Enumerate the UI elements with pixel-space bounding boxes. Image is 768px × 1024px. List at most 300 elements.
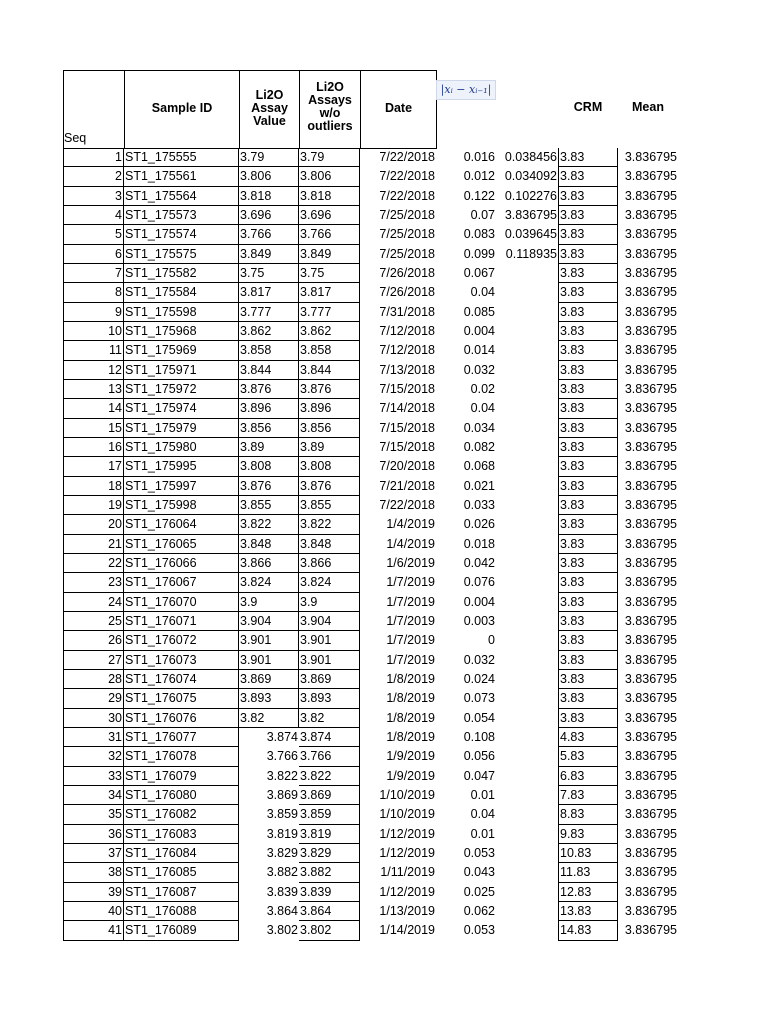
abs-diff-cell[interactable]: 0.062 [463,903,495,918]
mean-cell[interactable]: 3.836795 [624,497,677,512]
seq-cell[interactable]: 18 [63,477,124,496]
sample-id-cell[interactable]: ST1_176074 [124,670,239,689]
crm-cell[interactable]: 3.83 [558,303,618,322]
crm-cell[interactable]: 3.83 [558,322,618,341]
assay-wo-outliers-cell[interactable]: 3.806 [299,167,360,186]
moving-range-cell[interactable]: 0.039645 [504,227,557,242]
mean-cell[interactable]: 3.836795 [624,150,677,164]
date-cell[interactable]: 7/26/2018 [379,285,435,300]
crm-cell[interactable]: 4.83 [558,728,618,747]
assay-value-cell[interactable]: 3.822 [266,768,298,783]
moving-range-cell[interactable] [496,631,558,650]
crm-cell[interactable]: 3.83 [558,593,618,612]
mean-cell[interactable]: 3.836795 [624,246,677,261]
abs-diff-cell[interactable]: 0.018 [463,536,495,551]
assay-wo-outliers-cell[interactable]: 3.824 [299,573,360,592]
seq-cell[interactable]: 25 [63,612,124,631]
mean-cell[interactable]: 3.836795 [624,169,677,184]
seq-cell[interactable]: 8 [63,283,124,302]
assay-value-cell[interactable]: 3.876 [239,380,299,399]
crm-cell[interactable]: 8.83 [558,805,618,824]
moving-range-cell[interactable] [496,883,558,902]
assay-wo-outliers-cell[interactable]: 3.802 [299,921,360,940]
assay-wo-outliers-cell[interactable]: 3.844 [299,361,360,380]
abs-diff-cell[interactable]: 0.056 [463,749,495,764]
abs-diff-cell[interactable]: 0.01 [470,787,495,802]
mean-cell[interactable]: 3.836795 [624,923,677,938]
assay-wo-outliers-cell[interactable]: 3.901 [299,631,360,650]
mean-cell[interactable]: 3.836795 [624,401,677,416]
assay-value-cell[interactable]: 3.876 [239,477,299,496]
date-cell[interactable]: 7/14/2018 [379,401,435,416]
moving-range-cell[interactable] [496,399,558,418]
seq-cell[interactable]: 6 [63,245,124,264]
date-cell[interactable]: 1/8/2019 [386,710,435,725]
abs-diff-cell[interactable]: 0.004 [463,594,495,609]
date-cell[interactable]: 1/12/2019 [379,884,435,899]
sample-id-cell[interactable]: ST1_176087 [124,883,239,902]
date-cell[interactable]: 7/15/2018 [379,420,435,435]
moving-range-cell[interactable] [496,767,558,786]
date-cell[interactable]: 1/7/2019 [386,652,435,667]
crm-cell[interactable]: 3.83 [558,225,618,244]
seq-cell[interactable]: 20 [63,515,124,534]
sample-id-cell[interactable]: ST1_176078 [124,747,239,766]
date-cell[interactable]: 1/11/2019 [380,865,435,880]
assay-wo-outliers-cell[interactable]: 3.818 [299,187,360,206]
abs-diff-cell[interactable]: 0.025 [463,884,495,899]
sample-id-cell[interactable]: ST1_176083 [124,825,239,844]
mean-cell[interactable]: 3.836795 [624,227,677,242]
seq-cell[interactable]: 11 [63,341,124,360]
sample-id-cell[interactable]: ST1_175564 [124,187,239,206]
sample-id-cell[interactable]: ST1_176088 [124,902,239,921]
seq-cell[interactable]: 15 [63,419,124,438]
mean-cell[interactable]: 3.836795 [624,633,677,648]
date-cell[interactable]: 1/8/2019 [386,671,435,686]
sample-id-cell[interactable]: ST1_175582 [124,264,239,283]
abs-diff-cell[interactable]: 0.003 [463,613,495,628]
date-cell[interactable]: 1/8/2019 [386,729,435,744]
mean-cell[interactable]: 3.836795 [624,845,677,860]
crm-cell[interactable]: 3.83 [558,399,618,418]
mean-cell[interactable]: 3.836795 [624,381,677,396]
assay-wo-outliers-cell[interactable]: 3.876 [299,380,360,399]
mean-cell[interactable]: 3.836795 [624,826,677,841]
seq-cell[interactable]: 26 [63,631,124,650]
abs-diff-cell[interactable]: 0.012 [463,169,495,184]
moving-range-cell[interactable] [496,651,558,670]
assay-value-cell[interactable]: 3.806 [239,167,299,186]
mean-cell[interactable]: 3.836795 [624,304,677,319]
abs-diff-cell[interactable]: 0.073 [463,691,495,706]
moving-range-cell[interactable]: 0.118935 [505,246,557,261]
moving-range-cell[interactable]: 0.038456 [504,150,557,164]
assay-value-cell[interactable]: 3.802 [266,923,298,938]
assay-wo-outliers-cell[interactable]: 3.839 [299,883,360,902]
sample-id-cell[interactable]: ST1_176066 [124,554,239,573]
crm-cell[interactable]: 3.83 [558,167,618,186]
sample-id-cell[interactable]: ST1_176065 [124,535,239,554]
mean-cell[interactable]: 3.836795 [624,555,677,570]
date-cell[interactable]: 1/7/2019 [386,575,435,590]
crm-cell[interactable]: 3.83 [558,361,618,380]
mean-cell[interactable]: 3.836795 [624,729,677,744]
mean-cell[interactable]: 3.836795 [624,517,677,532]
sample-id-cell[interactable]: ST1_175998 [124,496,239,515]
seq-cell[interactable]: 41 [63,921,124,940]
assay-wo-outliers-cell[interactable]: 3.766 [299,225,360,244]
abs-diff-cell[interactable]: 0.04 [470,285,495,300]
abs-diff-cell[interactable]: 0.01 [470,826,495,841]
moving-range-cell[interactable] [496,786,558,805]
crm-cell[interactable]: 10.83 [558,844,618,863]
assay-wo-outliers-cell[interactable]: 3.848 [299,535,360,554]
moving-range-cell[interactable] [496,747,558,766]
assay-value-cell[interactable]: 3.818 [239,187,299,206]
assay-wo-outliers-cell[interactable]: 3.89 [299,438,360,457]
seq-cell[interactable]: 21 [63,535,124,554]
abs-diff-cell[interactable]: 0.021 [463,478,495,493]
assay-wo-outliers-cell[interactable]: 3.856 [299,419,360,438]
seq-cell[interactable]: 35 [63,805,124,824]
assay-wo-outliers-cell[interactable]: 3.79 [299,148,360,167]
moving-range-cell[interactable] [496,515,558,534]
date-cell[interactable]: 1/6/2019 [386,555,435,570]
moving-range-cell[interactable] [496,825,558,844]
mean-cell[interactable]: 3.836795 [624,478,677,493]
assay-wo-outliers-cell[interactable]: 3.882 [299,863,360,882]
date-cell[interactable]: 7/12/2018 [379,343,435,358]
mean-cell[interactable]: 3.836795 [624,768,677,783]
moving-range-cell[interactable] [496,573,558,592]
crm-cell[interactable]: 3.83 [558,380,618,399]
assay-value-cell[interactable]: 3.844 [239,361,299,380]
seq-cell[interactable]: 24 [63,593,124,612]
assay-value-cell[interactable]: 3.817 [239,283,299,302]
assay-value-cell[interactable]: 3.777 [239,303,299,322]
abs-diff-cell[interactable]: 0.032 [463,362,495,377]
crm-cell[interactable]: 3.83 [558,631,618,650]
abs-diff-cell[interactable]: 0.02 [470,381,495,396]
date-cell[interactable]: 7/25/2018 [379,207,435,222]
mean-cell[interactable]: 3.836795 [624,807,677,822]
date-cell[interactable]: 1/14/2019 [379,923,435,938]
mean-cell[interactable]: 3.836795 [624,903,677,918]
moving-range-cell[interactable] [496,593,558,612]
crm-cell[interactable]: 13.83 [558,902,618,921]
seq-cell[interactable]: 31 [63,728,124,747]
crm-cell[interactable]: 3.83 [558,689,618,708]
moving-range-cell[interactable] [496,419,558,438]
date-cell[interactable]: 7/13/2018 [379,362,435,377]
assay-wo-outliers-cell[interactable]: 3.822 [299,767,360,786]
mean-cell[interactable]: 3.836795 [624,207,677,222]
assay-value-cell[interactable]: 3.89 [239,438,299,457]
crm-cell[interactable]: 3.83 [558,206,618,225]
crm-cell[interactable]: 3.83 [558,283,618,302]
moving-range-cell[interactable] [496,457,558,476]
abs-diff-cell[interactable]: 0.026 [463,517,495,532]
seq-cell[interactable]: 40 [63,902,124,921]
abs-diff-cell[interactable]: 0.014 [463,343,495,358]
assay-value-cell[interactable]: 3.904 [239,612,299,631]
seq-cell[interactable]: 3 [63,187,124,206]
seq-cell[interactable]: 10 [63,322,124,341]
moving-range-cell[interactable] [496,863,558,882]
crm-cell[interactable]: 3.83 [558,515,618,534]
assay-wo-outliers-cell[interactable]: 3.855 [299,496,360,515]
date-cell[interactable]: 7/31/2018 [379,304,435,319]
sample-id-cell[interactable]: ST1_176076 [124,709,239,728]
crm-cell[interactable]: 3.83 [558,670,618,689]
date-cell[interactable]: 7/25/2018 [379,246,435,261]
assay-wo-outliers-cell[interactable]: 3.869 [299,670,360,689]
moving-range-cell[interactable]: 3.836795 [504,207,557,222]
assay-wo-outliers-cell[interactable]: 3.808 [299,457,360,476]
crm-cell[interactable]: 3.83 [558,245,618,264]
date-cell[interactable]: 7/12/2018 [379,323,435,338]
assay-wo-outliers-cell[interactable]: 3.766 [299,747,360,766]
crm-cell[interactable]: 3.83 [558,148,618,167]
assay-value-cell[interactable]: 3.766 [239,225,299,244]
crm-cell[interactable]: 3.83 [558,709,618,728]
moving-range-cell[interactable] [496,322,558,341]
abs-diff-cell[interactable]: 0.04 [470,807,495,822]
date-cell[interactable]: 7/21/2018 [379,478,435,493]
abs-diff-cell[interactable]: 0.033 [463,497,495,512]
assay-value-cell[interactable]: 3.866 [239,554,299,573]
sample-id-cell[interactable]: ST1_175995 [124,457,239,476]
seq-cell[interactable]: 2 [63,167,124,186]
mean-cell[interactable]: 3.836795 [624,787,677,802]
crm-cell[interactable]: 3.83 [558,535,618,554]
abs-diff-cell[interactable]: 0.122 [463,188,495,203]
abs-diff-cell[interactable]: 0.085 [463,304,495,319]
abs-diff-cell[interactable]: 0.047 [463,768,495,783]
mean-cell[interactable]: 3.836795 [624,439,677,454]
sample-id-cell[interactable]: ST1_176070 [124,593,239,612]
seq-cell[interactable]: 14 [63,399,124,418]
abs-diff-cell[interactable]: 0.054 [463,710,495,725]
abs-diff-cell[interactable]: 0.043 [463,865,495,880]
abs-diff-cell[interactable]: 0.04 [470,401,495,416]
mean-cell[interactable]: 3.836795 [624,536,677,551]
crm-cell[interactable]: 3.83 [558,573,618,592]
date-cell[interactable]: 1/4/2019 [386,536,435,551]
moving-range-cell[interactable] [496,902,558,921]
date-cell[interactable]: 1/8/2019 [386,691,435,706]
seq-cell[interactable]: 34 [63,786,124,805]
seq-cell[interactable]: 36 [63,825,124,844]
date-cell[interactable]: 7/22/2018 [379,150,435,164]
assay-value-cell[interactable]: 3.696 [239,206,299,225]
mean-cell[interactable]: 3.836795 [624,613,677,628]
sample-id-cell[interactable]: ST1_175974 [124,399,239,418]
seq-cell[interactable]: 39 [63,883,124,902]
assay-wo-outliers-cell[interactable]: 3.696 [299,206,360,225]
abs-diff-cell[interactable]: 0.108 [463,729,495,744]
assay-wo-outliers-cell[interactable]: 3.75 [299,264,360,283]
mean-cell[interactable]: 3.836795 [624,575,677,590]
date-cell[interactable]: 1/9/2019 [386,749,435,764]
assay-value-cell[interactable]: 3.858 [239,341,299,360]
assay-wo-outliers-cell[interactable]: 3.859 [299,805,360,824]
sample-id-cell[interactable]: ST1_176064 [124,515,239,534]
abs-diff-cell[interactable]: 0.024 [463,671,495,686]
assay-value-cell[interactable]: 3.79 [239,148,299,167]
date-cell[interactable]: 7/22/2018 [379,169,435,184]
crm-cell[interactable]: 3.83 [558,477,618,496]
sample-id-cell[interactable]: ST1_176089 [124,921,239,940]
assay-wo-outliers-cell[interactable]: 3.893 [299,689,360,708]
assay-wo-outliers-cell[interactable]: 3.866 [299,554,360,573]
date-cell[interactable]: 1/7/2019 [386,613,435,628]
moving-range-cell[interactable] [496,477,558,496]
assay-value-cell[interactable]: 3.839 [266,884,298,899]
moving-range-cell[interactable] [496,380,558,399]
assay-value-cell[interactable]: 3.856 [239,419,299,438]
assay-value-cell[interactable]: 3.848 [239,535,299,554]
assay-value-cell[interactable]: 3.766 [266,749,298,764]
crm-cell[interactable]: 5.83 [558,747,618,766]
date-cell[interactable]: 1/10/2019 [379,807,435,822]
moving-range-cell[interactable] [496,670,558,689]
sample-id-cell[interactable]: ST1_175968 [124,322,239,341]
seq-cell[interactable]: 7 [63,264,124,283]
crm-cell[interactable]: 3.83 [558,341,618,360]
assay-wo-outliers-cell[interactable]: 3.896 [299,399,360,418]
seq-cell[interactable]: 22 [63,554,124,573]
sample-id-cell[interactable]: ST1_175598 [124,303,239,322]
crm-cell[interactable]: 3.83 [558,496,618,515]
crm-cell[interactable]: 7.83 [558,786,618,805]
assay-wo-outliers-cell[interactable]: 3.862 [299,322,360,341]
sample-id-cell[interactable]: ST1_175573 [124,206,239,225]
seq-cell[interactable]: 28 [63,670,124,689]
assay-wo-outliers-cell[interactable]: 3.858 [299,341,360,360]
sample-id-cell[interactable]: ST1_176072 [124,631,239,650]
seq-cell[interactable]: 12 [63,361,124,380]
crm-cell[interactable]: 3.83 [558,457,618,476]
crm-cell[interactable]: 3.83 [558,612,618,631]
mean-cell[interactable]: 3.836795 [624,671,677,686]
abs-diff-cell[interactable]: 0.099 [463,246,495,261]
sample-id-cell[interactable]: ST1_176071 [124,612,239,631]
assay-value-cell[interactable]: 3.822 [239,515,299,534]
crm-cell[interactable]: 6.83 [558,767,618,786]
assay-value-cell[interactable]: 3.9 [239,593,299,612]
seq-cell[interactable]: 17 [63,457,124,476]
sample-id-cell[interactable]: ST1_176084 [124,844,239,863]
moving-range-cell[interactable] [496,612,558,631]
assay-value-cell[interactable]: 3.882 [266,865,298,880]
assay-wo-outliers-cell[interactable]: 3.777 [299,303,360,322]
sample-id-cell[interactable]: ST1_175574 [124,225,239,244]
assay-value-cell[interactable]: 3.824 [239,573,299,592]
crm-cell[interactable]: 3.83 [558,554,618,573]
mean-cell[interactable]: 3.836795 [624,362,677,377]
moving-range-cell[interactable] [496,844,558,863]
date-cell[interactable]: 1/12/2019 [379,826,435,841]
sample-id-cell[interactable]: ST1_175555 [124,148,239,167]
seq-cell[interactable]: 23 [63,573,124,592]
crm-cell[interactable]: 3.83 [558,187,618,206]
seq-cell[interactable]: 16 [63,438,124,457]
moving-range-cell[interactable] [496,535,558,554]
sample-id-cell[interactable]: ST1_176077 [124,728,239,747]
abs-diff-cell[interactable]: 0.07 [470,207,495,222]
moving-range-cell[interactable] [496,283,558,302]
seq-cell[interactable]: 33 [63,767,124,786]
assay-wo-outliers-cell[interactable]: 3.864 [299,902,360,921]
crm-cell[interactable]: 3.83 [558,651,618,670]
sample-id-cell[interactable]: ST1_175575 [124,245,239,264]
mean-cell[interactable]: 3.836795 [624,343,677,358]
abs-diff-cell[interactable]: 0.053 [463,923,495,938]
moving-range-cell[interactable] [496,264,558,283]
mean-cell[interactable]: 3.836795 [624,691,677,706]
abs-diff-cell[interactable]: 0.034 [463,420,495,435]
abs-diff-cell[interactable]: 0.083 [463,227,495,242]
assay-wo-outliers-cell[interactable]: 3.876 [299,477,360,496]
sample-id-cell[interactable]: ST1_176085 [124,863,239,882]
sample-id-cell[interactable]: ST1_176082 [124,805,239,824]
abs-diff-cell[interactable]: 0.076 [463,575,495,590]
assay-value-cell[interactable]: 3.819 [266,826,298,841]
mean-cell[interactable]: 3.836795 [624,265,677,280]
moving-range-cell[interactable] [496,554,558,573]
moving-range-cell[interactable] [496,689,558,708]
seq-cell[interactable]: 29 [63,689,124,708]
assay-value-cell[interactable]: 3.855 [239,496,299,515]
sample-id-cell[interactable]: ST1_176080 [124,786,239,805]
date-cell[interactable]: 7/26/2018 [379,265,435,280]
sample-id-cell[interactable]: ST1_175997 [124,477,239,496]
assay-value-cell[interactable]: 3.869 [266,787,298,802]
moving-range-cell[interactable] [496,303,558,322]
abs-diff-cell[interactable]: 0.032 [463,652,495,667]
mean-cell[interactable]: 3.836795 [624,188,677,203]
assay-value-cell[interactable]: 3.901 [239,651,299,670]
assay-wo-outliers-cell[interactable]: 3.849 [299,245,360,264]
assay-wo-outliers-cell[interactable]: 3.822 [299,515,360,534]
abs-diff-cell[interactable]: 0.042 [463,555,495,570]
seq-cell[interactable]: 9 [63,303,124,322]
assay-value-cell[interactable]: 3.75 [239,264,299,283]
sample-id-cell[interactable]: ST1_176079 [124,767,239,786]
mean-cell[interactable]: 3.836795 [624,652,677,667]
date-cell[interactable]: 1/4/2019 [386,517,435,532]
moving-range-cell[interactable] [496,709,558,728]
assay-wo-outliers-cell[interactable]: 3.82 [299,709,360,728]
crm-cell[interactable]: 12.83 [558,883,618,902]
abs-diff-cell[interactable]: 0.016 [463,150,495,164]
assay-value-cell[interactable]: 3.808 [239,457,299,476]
seq-cell[interactable]: 13 [63,380,124,399]
assay-wo-outliers-cell[interactable]: 3.904 [299,612,360,631]
seq-cell[interactable]: 1 [63,148,124,167]
assay-wo-outliers-cell[interactable]: 3.874 [299,728,360,747]
moving-range-cell[interactable]: 0.102276 [504,188,557,203]
assay-value-cell[interactable]: 3.874 [266,729,298,744]
seq-cell[interactable]: 30 [63,709,124,728]
abs-diff-cell[interactable]: 0.067 [463,265,495,280]
moving-range-cell[interactable] [496,361,558,380]
mean-cell[interactable]: 3.836795 [624,865,677,880]
moving-range-cell[interactable] [496,921,558,940]
crm-cell[interactable]: 9.83 [558,825,618,844]
